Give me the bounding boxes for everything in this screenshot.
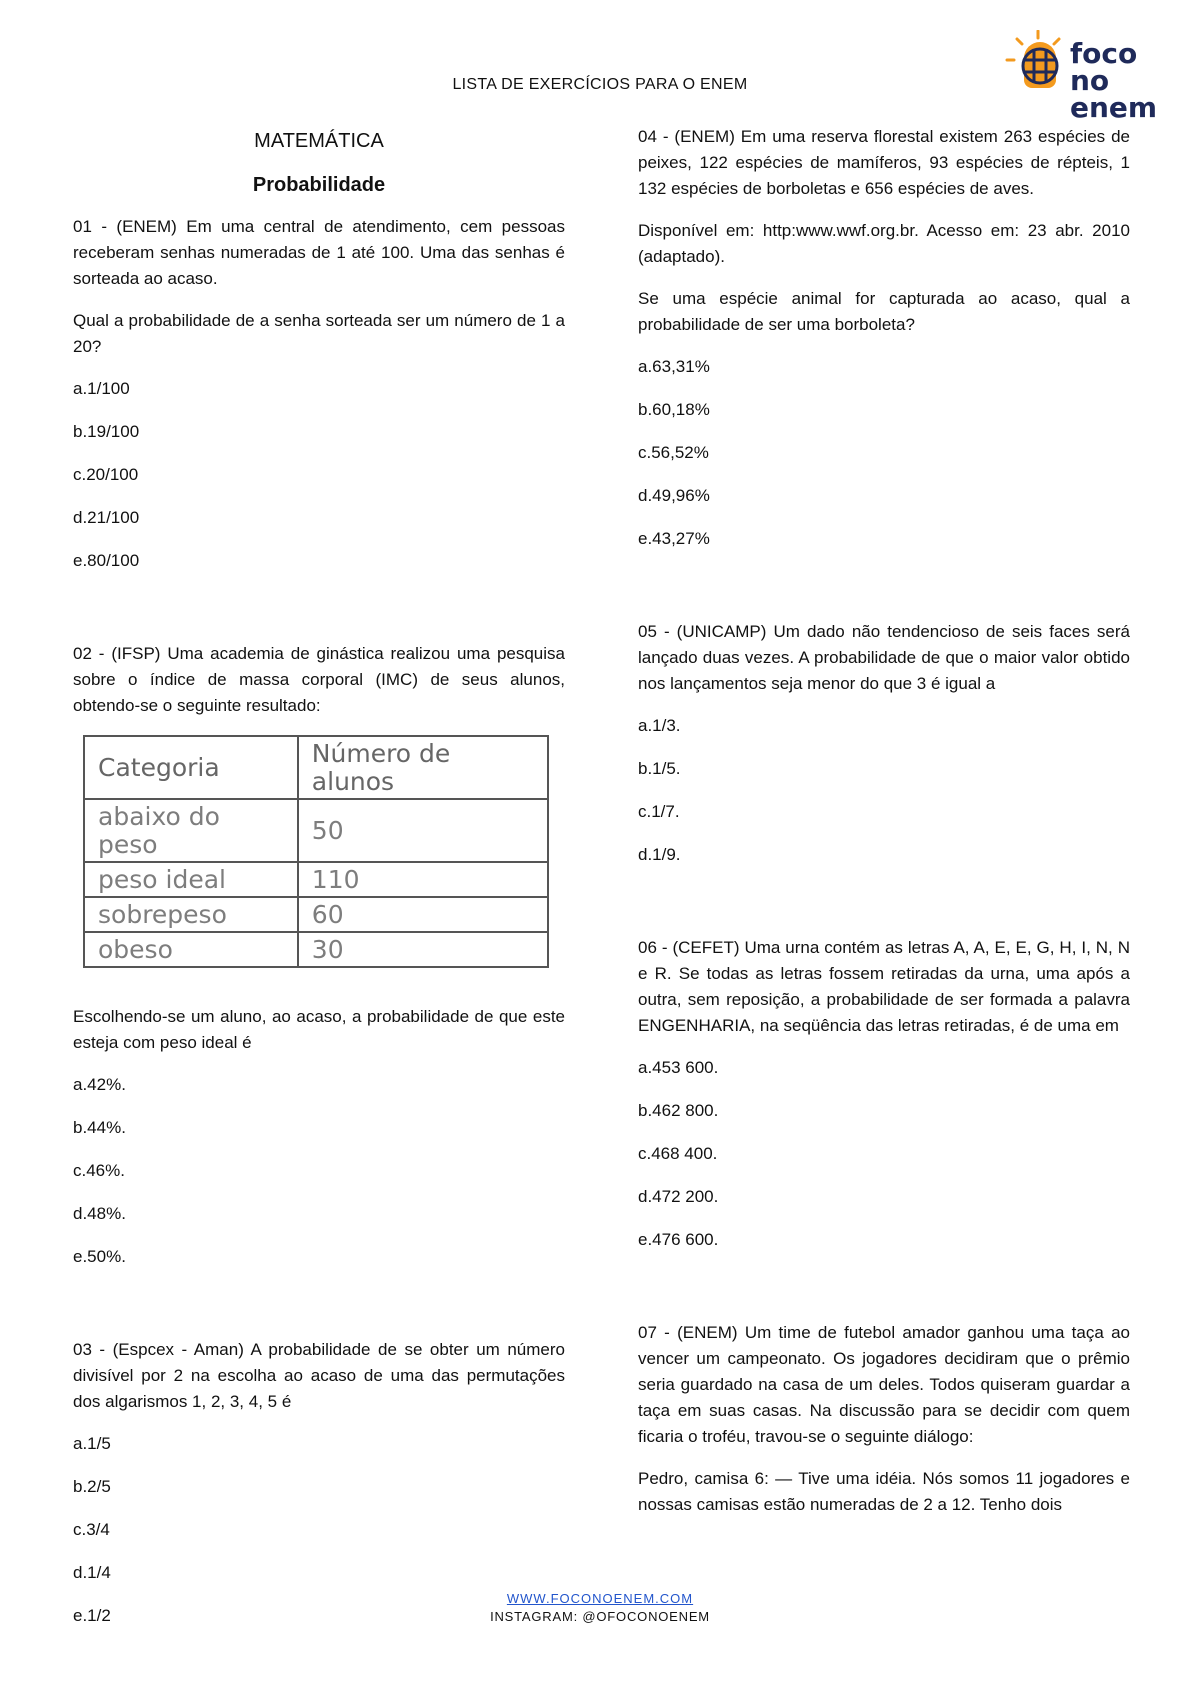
question-07-text: 07 - (ENEM) Um time de futebol amador ganhou uma taça ao vencer um campeonato. Os jogadores decidiram que o prêmio seria guardado na casa de um deles. Todos quiseram guardar a taça em suas casas. Na discussão para se decidir com quem ficaria o troféu, travou-se o seguinte diálogo: [638,1323,1130,1446]
table-row [84,799,548,862]
table-cell: 30 [298,932,548,967]
question-03-option-d: d.1/4 [73,1563,111,1582]
subject-heading: MATEMÁTICA [254,130,384,152]
question-07 [638,1320,1130,1518]
topic-heading: Probabilidade [252,174,386,196]
right-column [638,124,1130,1534]
question-04-option-d: d.49,96% [638,486,710,505]
logo-wordmark [1070,37,1200,124]
question-03-option-c: c.3/4 [73,1520,110,1539]
table-header-cell: Categoria [84,736,298,799]
question-04-option-e: e.43,27% [638,529,710,548]
table-cell: sobrepeso [84,897,298,932]
question-01-text: 01 - (ENEM) Em uma central de atendimento, cem pessoas receberam senhas numeradas de 1 até 100. Uma das senhas é sorteada ao acaso. [73,217,565,288]
table-cell: abaixo do peso [84,799,298,862]
question-01 [73,214,565,574]
table-row [84,862,548,897]
question-06-option-d: d.472 200. [638,1187,719,1206]
question-06-option-b: b.462 800. [638,1101,719,1120]
question-04-option-c: c.56,52% [638,443,709,462]
question-03-text: 03 - (Espcex - Aman) A probabilidade de se obter um número divisível por 2 na escolha ao acaso de uma das permutações dos algarismos 1, 2, 3, 4, 5 é [73,1340,565,1411]
question-07-dialog: Pedro, camisa 6: — Tive uma idéia. Nós somos 11 jogadores e nossas camisas estão numeradas de 2 a 12. Tenho dois [638,1469,1130,1514]
table-row [84,932,548,967]
logo-line-2: no enem [1070,64,1158,124]
question-04 [638,124,1130,552]
table-cell: 110 [298,862,548,897]
question-02-prompt: Escolhendo-se um aluno, ao acaso, a probabilidade de que este esteja com peso ideal é [73,1007,565,1052]
question-04-source: Disponível em: http:www.wwf.org.br. Acesso em: 23 abr. 2010 (adaptado). [638,221,1130,266]
question-02-option-b: b.44%. [73,1118,126,1137]
table-cell: peso ideal [84,862,298,897]
table-header-cell: Número de alunos [298,736,548,799]
question-05 [638,619,1130,868]
question-01-option-b: b.19/100 [73,422,140,441]
question-02-option-e: e.50%. [73,1247,126,1266]
question-02-option-d: d.48%. [73,1204,126,1223]
question-06-text: 06 - (CEFET) Uma urna contém as letras A, A, E, E, G, H, I, N, N e R. Se todas as letras fossem retiradas da urna, uma após a outra, sem reposição, a probabilidade de ser formada a palavra ENGENHARIA, na seqüência das letras retiradas, é de uma em [638,938,1130,1035]
question-02-text: 02 - (IFSP) Uma academia de ginástica realizou uma pesquisa sobre o índice de massa corporal (IMC) de seus alunos, obtendo-se o seguinte resultado: [73,644,565,715]
question-04-option-b: b.60,18% [638,400,710,419]
instagram-handle: INSTAGRAM: @OFOCONOENEM [490,1609,710,1624]
question-05-option-a: a.1/3. [638,716,681,735]
logo-line-1: foco [1070,37,1138,70]
question-06-option-c: c.468 400. [638,1144,718,1163]
question-03-option-a: a.1/5 [73,1434,111,1453]
question-01-option-c: c.20/100 [73,465,139,484]
question-03-option-b: b.2/5 [73,1477,111,1496]
website-link[interactable]: WWW.FOCONOENEM.COM [506,1591,694,1606]
question-06 [638,935,1130,1253]
lightbulb-globe-icon [1023,42,1057,88]
question-05-option-c: c.1/7. [638,802,680,821]
question-03-option-e: e.1/2 [73,1606,111,1625]
question-05-option-d: d.1/9. [638,845,681,864]
question-01-prompt: Qual a probabilidade de a senha sorteada ser um número de 1 a 20? [73,311,565,356]
imc-table [83,735,549,968]
question-06-option-a: a.453 600. [638,1058,719,1077]
question-06-option-e: e.476 600. [638,1230,719,1249]
table-cell: obeso [84,932,298,967]
table-header-row [84,736,548,799]
question-01-option-d: d.21/100 [73,508,140,527]
question-04-text: 04 - (ENEM) Em uma reserva florestal existem 263 espécies de peixes, 122 espécies de mamíferos, 93 espécies de répteis, 1 132 espécies de borboletas e 656 espécies de aves. [638,127,1130,198]
page-header-title: LISTA DE EXERCÍCIOS PARA O ENEM [452,76,748,93]
question-01-option-e: e.80/100 [73,551,140,570]
question-04-prompt: Se uma espécie animal for capturada ao acaso, qual a probabilidade de ser uma borboleta? [638,289,1130,334]
question-05-option-b: b.1/5. [638,759,681,778]
table-cell: 50 [298,799,548,862]
question-03 [73,1337,565,1629]
question-05-text: 05 - (UNICAMP) Um dado não tendencioso de seis faces será lançado duas vezes. A probabilidade de que o maior valor obtido nos lançamentos seja menor do que 3 é igual a [638,622,1130,693]
question-04-option-a: a.63,31% [638,357,710,376]
table-row [84,897,548,932]
question-02-option-c: c.46%. [73,1161,125,1180]
left-column [73,124,565,1646]
page-footer [0,1590,1200,1626]
table-cell: 60 [298,897,548,932]
question-02 [73,641,565,1270]
question-01-option-a: a.1/100 [73,379,130,398]
question-02-option-a: a.42%. [73,1075,126,1094]
